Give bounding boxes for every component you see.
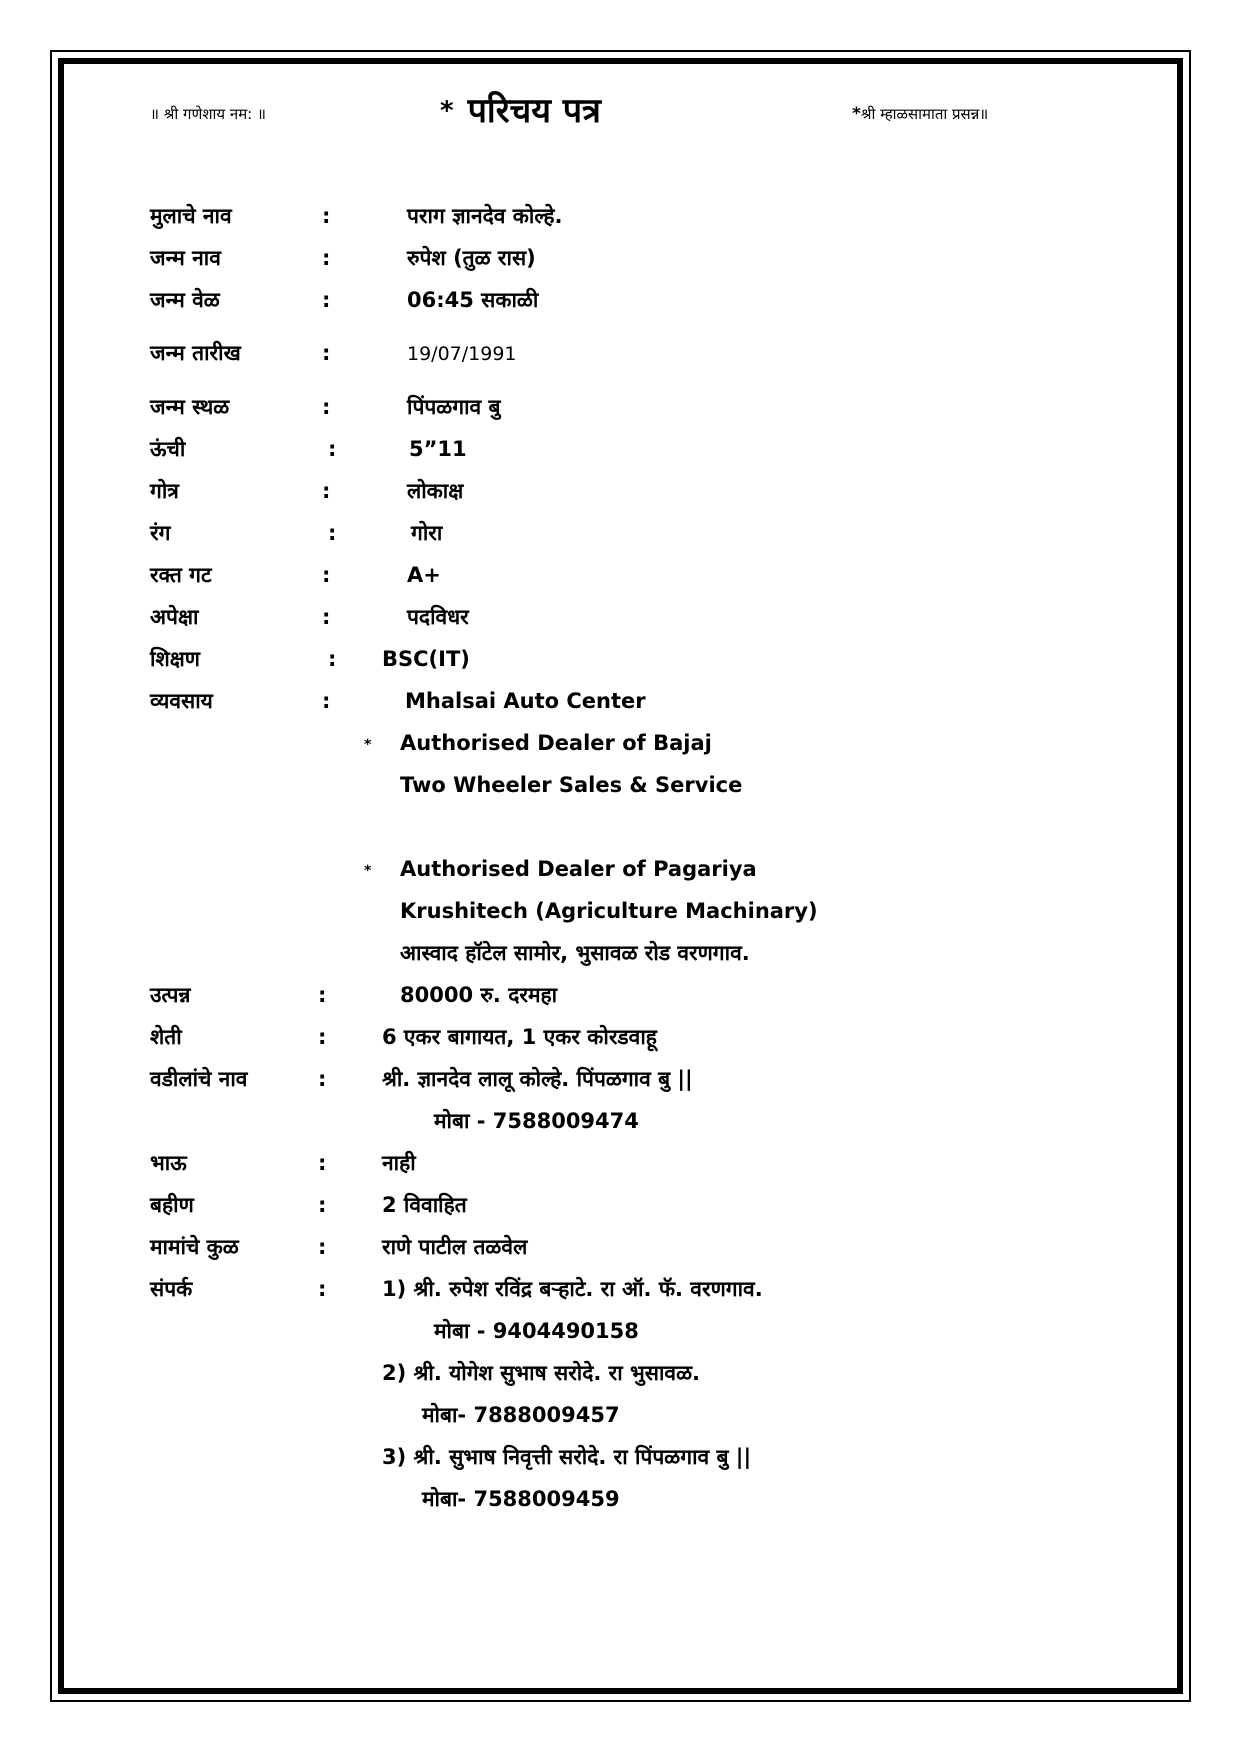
value-birth-date: 19/07/1991	[407, 343, 517, 365]
contact-3: 3) श्री. सुभाष निवृत्ती सरोदे. रा पिंपळगाव बु ||	[382, 1445, 752, 1469]
label-occupation: व्यवसाय	[150, 689, 213, 713]
value-maternal: राणे पाटील तळवेल	[382, 1235, 528, 1259]
label-maternal: मामांचे कुळ	[150, 1235, 239, 1259]
value-birth-place: पिंपळगाव बु	[407, 395, 501, 419]
colon: :	[322, 395, 331, 419]
colon: :	[322, 563, 331, 587]
colon: :	[328, 521, 337, 545]
father-mobile: मोबा - 7588009474	[434, 1109, 639, 1133]
value-birth-name: रुपेश (तुळ रास)	[407, 246, 536, 270]
bullet-icon: *	[364, 863, 372, 879]
colon: :	[322, 204, 331, 228]
header-right-text: श्री म्हाळसामाता प्रसन्न॥	[860, 105, 989, 123]
label-education: शिक्षण	[150, 647, 200, 671]
occupation-item1-line2: Two Wheeler Sales & Service	[400, 773, 743, 797]
label-father: वडीलांचे नाव	[150, 1067, 248, 1091]
colon: :	[318, 1151, 327, 1175]
contact-3-mobile: मोबा- 7588009459	[422, 1487, 620, 1511]
page-title-text: परिचय पत्र	[467, 91, 601, 131]
colon: :	[322, 246, 331, 270]
label-birth-date: जन्म तारीख	[150, 341, 241, 365]
label-contact: संपर्क	[150, 1277, 193, 1301]
colon: :	[318, 1025, 327, 1049]
label-birth-place: जन्म स्थळ	[150, 395, 230, 419]
header-right-star-icon: *	[852, 104, 861, 124]
occupation-item1-line1: Authorised Dealer of Bajaj	[400, 731, 712, 755]
value-blood-group: A+	[407, 563, 441, 587]
contact-1-mobile: मोबा - 9404490158	[434, 1319, 639, 1343]
value-expectation: पदविधर	[407, 605, 469, 629]
value-birth-time: 06:45 सकाळी	[407, 288, 539, 312]
value-brother: नाही	[382, 1151, 416, 1175]
occupation-address: आस्वाद हॉटेल सामोर, भुसावळ रोड वरणगाव.	[400, 941, 750, 965]
value-sister: 2 विवाहित	[382, 1193, 467, 1217]
label-sister: बहीण	[150, 1193, 194, 1217]
contact-1: 1) श्री. रुपेश रविंद्र बऱ्हाटे. रा ऑ. फॅ. वरणगाव.	[382, 1277, 763, 1301]
label-farming: शेती	[150, 1025, 182, 1049]
label-brother: भाऊ	[150, 1151, 187, 1175]
value-occupation: Mhalsai Auto Center	[405, 689, 646, 713]
label-birth-time: जन्म वेळ	[150, 288, 220, 312]
occupation-item2-line1: Authorised Dealer of Pagariya	[400, 857, 757, 881]
label-expectation: अपेक्षा	[150, 605, 199, 629]
colon: :	[318, 1067, 327, 1091]
value-income: 80000 रु. दरमहा	[400, 983, 558, 1007]
value-farming: 6 एकर बागायत, 1 एकर कोरडवाहू	[382, 1025, 657, 1049]
label-income: उत्पन्न	[150, 983, 191, 1007]
colon: :	[328, 647, 337, 671]
value-complexion: गोरा	[411, 521, 443, 545]
page-title	[440, 86, 601, 132]
label-height: ऊंची	[150, 437, 186, 461]
label-complexion: रंग	[150, 521, 171, 545]
label-birth-name: जन्म नाव	[150, 246, 221, 270]
contact-2-mobile: मोबा- 7888009457	[422, 1403, 620, 1427]
colon: :	[322, 479, 331, 503]
occupation-item2-line2: Krushitech (Agriculture Machinary)	[400, 899, 818, 923]
header-left-invocation: ॥ श्री गणेशाय नम: ॥	[150, 105, 266, 123]
colon: :	[322, 288, 331, 312]
value-name: पराग ज्ञानदेव कोल्हे.	[407, 204, 563, 228]
value-father: श्री. ज्ञानदेव लालू कोल्हे. पिंपळगाव बु ||	[382, 1067, 693, 1091]
title-star-icon: *	[440, 96, 454, 126]
label-name: मुलाचे नाव	[150, 204, 232, 228]
colon: :	[318, 1277, 327, 1301]
colon: :	[318, 983, 327, 1007]
value-gotra: लोकाक्ष	[407, 479, 464, 503]
header-right-invocation	[852, 104, 988, 124]
colon: :	[318, 1193, 327, 1217]
colon: :	[322, 341, 331, 365]
value-height: 5”11	[409, 437, 467, 461]
label-blood-group: रक्त गट	[150, 563, 212, 587]
bullet-icon: *	[364, 737, 372, 753]
colon: :	[322, 689, 331, 713]
colon: :	[318, 1235, 327, 1259]
colon: :	[322, 605, 331, 629]
label-gotra: गोत्र	[150, 479, 179, 503]
contact-2: 2) श्री. योगेश सुभाष सरोदे. रा भुसावळ.	[382, 1361, 701, 1385]
value-education: BSC(IT)	[382, 647, 470, 671]
colon: :	[328, 437, 337, 461]
